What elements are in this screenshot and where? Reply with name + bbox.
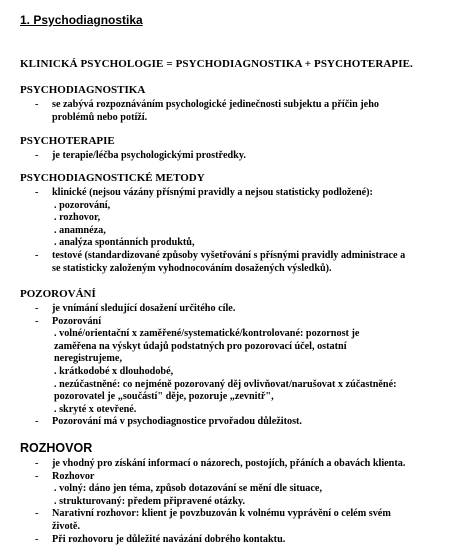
sub-item: . anamnéza, [54,224,106,236]
section-pozorovani [20,287,447,429]
section-metody [20,171,447,275]
list-item [20,250,447,275]
list-item-text: - testové (standardizované způsoby vyšetřování s přísnými pravidly administrace a [52,249,406,261]
list-item-text: životě. [52,520,81,532]
sub-item-continuation: pozorovatel je „součástí" děje, pozoruje „zevnitř", [54,391,274,403]
sub-item: . skryté x otevřené. [54,403,137,415]
list-item: - Při rozhovoru je důležité navázání dobrého kontaktu. [20,534,447,547]
sub-list [54,328,447,416]
list-item-text: - se zabývá rozpoznáváním psychologické jedinečnosti subjektu a příčin jeho [52,99,379,110]
bullet-list [20,150,447,163]
sub-list [54,483,447,508]
sub-item-continuation: zaměřena na výskyt údajů podstatných pro pozorovací účel, ostatní [54,340,347,352]
sub-item: . volný: dáno jen téma, způsob dotazování se mění dle situace, [54,483,322,495]
list-item: - je terapie/léčba psychologickými prostředky. [20,150,447,163]
list-item [20,99,447,124]
list-item: - je vnímání sledující dosažení určitého cíle. [20,303,447,316]
sub-item: . strukturovaný: předem připravené otázky. [54,495,246,507]
section-psychoterapie [20,134,447,163]
sub-list [54,200,447,250]
main-equation: KLINICKÁ PSYCHOLOGIE = PSYCHODIAGNOSTIKA + PSYCHOTERAPIE. [20,58,413,70]
section-heading: PSYCHODIAGNOSTIKA [20,84,146,96]
document-title: 1. Psychodiagnostika [20,13,143,27]
sub-item-continuation: neregistrujeme, [54,353,122,365]
list-item-text: - klinické (nejsou vázány přísnými pravidly a nejsou statisticky podložené): [52,187,373,198]
sub-item: . volné/orientační x zaměřené/systematické/kontrolované: pozornost je [54,328,360,340]
section-heading: ROZHOVOR [20,441,93,455]
list-item [20,471,447,509]
sub-item: . rozhovor, [54,212,101,224]
list-item-text: - Pozorování [52,315,102,327]
sub-item: . pozorování, [54,199,111,211]
list-item [20,316,447,417]
list-item: - je vhodný pro získání informací o názorech, postojích, přáních a obavách klienta. [20,458,447,471]
section-psychodiagnostika [20,83,447,124]
sub-item: . analýza spontánních produktů, [54,237,195,249]
list-item [20,508,447,533]
list-item-text: se statisticky založeným vyhodnocováním dosažených výsledků). [52,262,332,274]
section-heading: POZOROVÁNÍ [20,288,96,300]
section-rozhovor [20,441,447,546]
bullet-list [20,99,447,124]
bullet-list [20,458,447,546]
sub-item: . krátkodobé x dlouhodobé, [54,365,174,377]
sub-item: . nezúčastněné: co nejméně pozorovaný děj ovlivňovat/narušovat x zúčastněné: [54,378,397,390]
section-heading: PSYCHOTERAPIE [20,135,115,147]
list-item-text: - Rozhovor [52,470,95,482]
list-item-text: problémů nebo potíží. [52,111,148,123]
list-item-text: - Narativní rozhovor: klient je povzbuzován k volnému vyprávění o celém svém [52,508,391,520]
bullet-list [20,187,447,275]
list-item: - Pozorování má v psychodiagnostice prvořadou důležitost. [20,416,447,429]
section-heading: PSYCHODIAGNOSTICKÉ METODY [20,172,205,184]
bullet-list [20,303,447,429]
list-item [20,187,447,250]
